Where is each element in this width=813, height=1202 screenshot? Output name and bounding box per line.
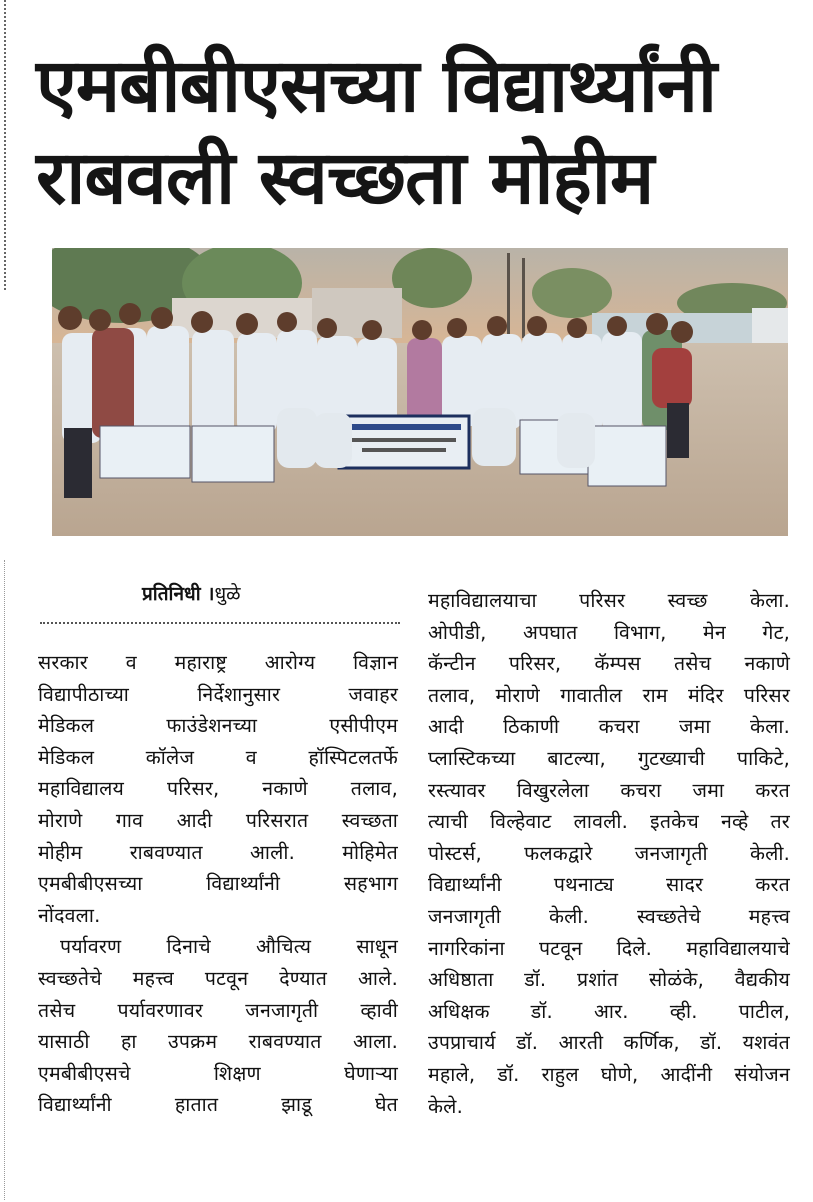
- article-line: विद्यापीठाच्या निर्देशानुसार जवाहर: [38, 682, 398, 706]
- byline: [142, 580, 241, 606]
- article-column-right: [428, 585, 790, 1122]
- left-margin-rule: [4, 0, 6, 290]
- headline-line-2: राबवली स्वच्छता मोहीम: [36, 135, 654, 221]
- byline-label: प्रतिनिधी: [142, 583, 201, 605]
- group-photo: [52, 248, 788, 536]
- article-line: नोंदवला.: [38, 903, 101, 927]
- article-line: तसेच पर्यावरणावर जनजागृती व्हावी: [38, 998, 398, 1022]
- article-line: महाले, डॉ. राहुल घोणे, आदींनी संयोजन: [428, 1062, 790, 1086]
- article-line: कॅन्टीन परिसर, कॅम्पस तसेच नकाणे: [428, 652, 790, 676]
- article-line: मेडिकल फाउंडेशनच्या एसीपीएम: [38, 714, 398, 738]
- article-line: यासाठी हा उपक्रम राबवण्यात आला.: [38, 1030, 398, 1054]
- article-line: विद्यार्थ्यांनी पथनाट्य सादर करत: [428, 873, 790, 897]
- byline-place: धुळे: [214, 583, 241, 605]
- article-line: मेडिकल कॉलेज व हॉस्पिटलतर्फे: [38, 745, 398, 769]
- article-line: स्वच्छतेचे महत्त्व पटवून देण्यात आले.: [38, 966, 398, 990]
- article-line: सरकार व महाराष्ट्र आरोग्य विज्ञान: [38, 651, 398, 674]
- article-line: महाविद्यालयाचा परिसर स्वच्छ केला.: [428, 589, 790, 612]
- article-column-left: [38, 647, 398, 1121]
- article-line: रस्त्यावर विखुरलेला कचरा जमा करत: [428, 778, 790, 802]
- article-line: अधिक्षक डॉ. आर. व्ही. पाटील,: [428, 999, 790, 1023]
- column-rule: [40, 622, 400, 624]
- byline-separator: ।: [207, 583, 215, 605]
- article-line: मोराणे गाव आदी परिसरात स्वच्छता: [38, 808, 398, 832]
- article-line: प्लास्टिकच्या बाटल्या, गुटख्याची पाकिटे,: [428, 746, 790, 770]
- paragraph-1: [38, 647, 398, 931]
- article-line: अधिष्ठाता डॉ. प्रशांत सोळंके, वैद्यकीय: [428, 968, 790, 992]
- article-line: पर्यावरण दिनाचे औचित्य साधून: [60, 935, 398, 959]
- article-line: विद्यार्थ्यांनी हातात झाडू घेत: [38, 1093, 398, 1117]
- article-line: एमबीबीएसच्या विद्यार्थ्यांनी सहभाग: [38, 872, 398, 896]
- left-margin-rule-lower: [4, 560, 5, 1200]
- headline-line-1: एमबीबीएसच्या विद्यार्थ्यांनी: [36, 43, 717, 129]
- article-line: पोस्टर्स, फलकद्वारे जनजागृती केली.: [428, 841, 790, 865]
- article-line: ओपीडी, अपघात विभाग, मेन गेट,: [428, 620, 790, 644]
- article-line: तलाव, मोराणे गावातील राम मंदिर परिसर: [428, 683, 790, 707]
- article-line: त्याची विल्हेवाट लावली. इतकेच नव्हे तर: [428, 810, 790, 834]
- article-line: नागरिकांना पटवून दिले. महाविद्यालयाचे: [428, 936, 790, 960]
- article-line: उपप्राचार्य डॉ. आरती कर्णिक, डॉ. यशवंत: [428, 1031, 790, 1055]
- article-line: महाविद्यालय परिसर, नकाणे तलाव,: [38, 777, 398, 801]
- article-line: आदी ठिकाणी कचरा जमा केला.: [428, 715, 790, 739]
- paragraph-3: [428, 585, 790, 1122]
- article-line: केले.: [428, 1094, 463, 1118]
- article-line: मोहीम राबवण्यात आली. मोहिमेत: [38, 840, 398, 864]
- headline: [36, 40, 796, 224]
- article-line: जनजागृती केली. स्वच्छतेचे महत्त्व: [428, 904, 790, 928]
- article-line: एमबीबीएसचे शिक्षण घेणाऱ्या: [38, 1061, 398, 1085]
- paragraph-2: [38, 931, 398, 1121]
